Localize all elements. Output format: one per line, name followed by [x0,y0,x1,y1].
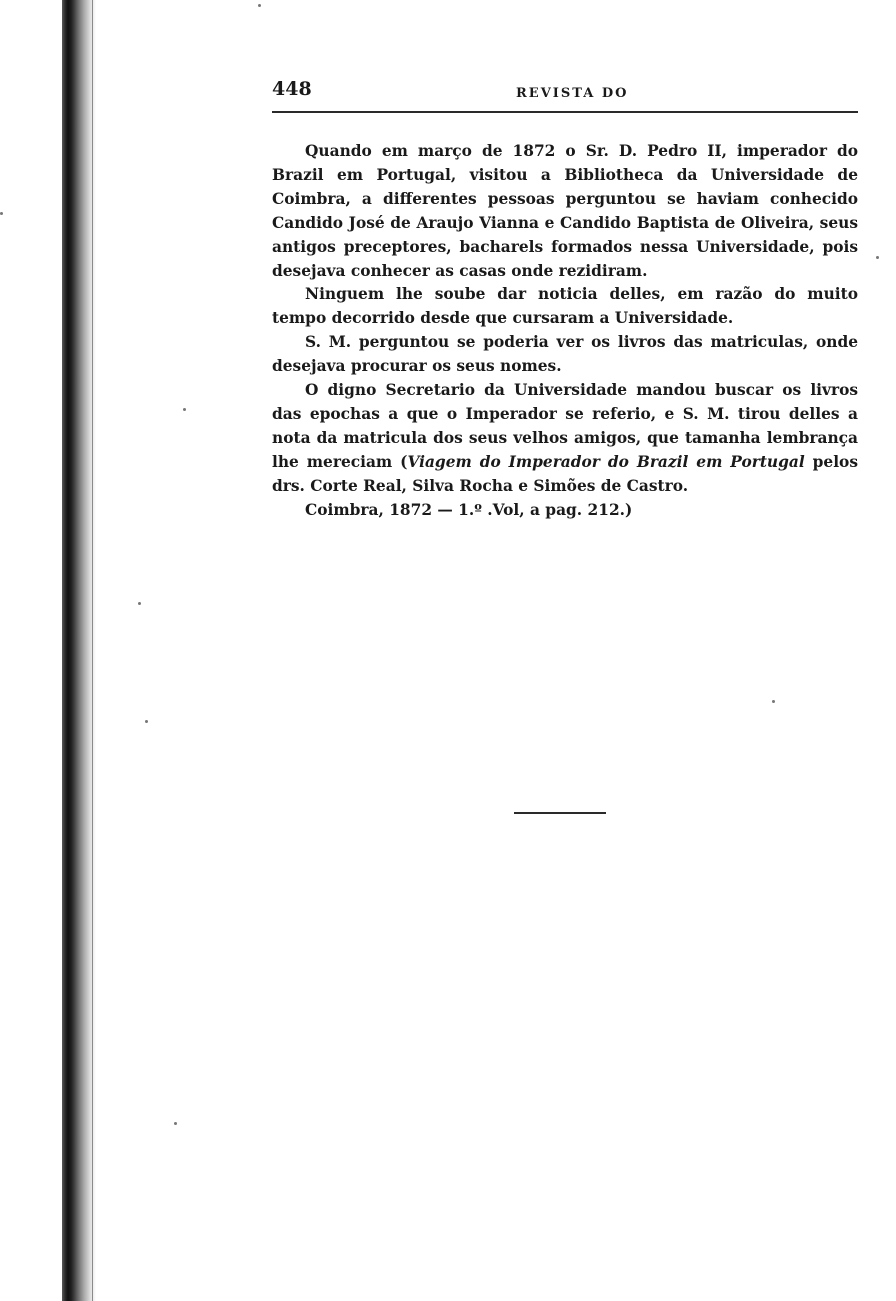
paper-speck [0,212,3,215]
paragraph-no-news: Ninguem lhe soube dar noticia delles, em razão do muito tempo decorrido desde que cursaram a Universidade. [272,285,858,328]
section-end-rule [514,812,606,814]
paper-speck [174,1122,177,1125]
paragraph-visit: Quando em março de 1872 o Sr. D. Pedro II, imperador do Brazil em Portugal, visitou a Bibliotheca da Universidade de Coimbra, a differentes pessoas perguntou se haviam conhecido Candido José de Araujo Vianna e Candido Baptista de Oliveira, seus antigos preceptores, bacharels formados nessa Universidade, pois desejava conhecer as casas onde rezidiram. [272,142,858,280]
page-header [272,76,858,110]
page-number: 448 [272,78,312,100]
paper-speck [772,700,775,703]
book-title: Viagem do Imperador do Brazil em Portugal [407,452,805,471]
paragraph-secretary-authors: pelos drs. Corte Real, Silva Rocha e Simões de Castro. [272,452,858,495]
book-gutter-shadow [62,0,96,1301]
paragraph-secretary [272,379,858,499]
paragraph-secretary-text: O digno Secretario da Universidade mandou buscar os livros das epochas a que o Imperador se referio, e S. M. tirou delles a nota da matricula dos seus velhos amigos, que tamanha lembrança lhe mereciam ( [272,381,858,471]
paper-speck [876,256,879,259]
article-body [272,140,858,523]
paragraph-matriculas: S. M. perguntou se poderia ver os livros das matriculas, onde desejava procurar os seus nomes. [272,333,858,376]
running-head: REVISTA DO [516,86,629,101]
header-rule [272,111,858,113]
gutter-edge-line [92,0,93,1301]
paper-speck [145,720,148,723]
paper-speck [138,602,141,605]
paragraph-citation: Coimbra, 1872 — 1.º .Vol, a pag. 212.) [305,500,633,519]
paper-speck [183,408,186,411]
paper-speck [258,4,261,7]
